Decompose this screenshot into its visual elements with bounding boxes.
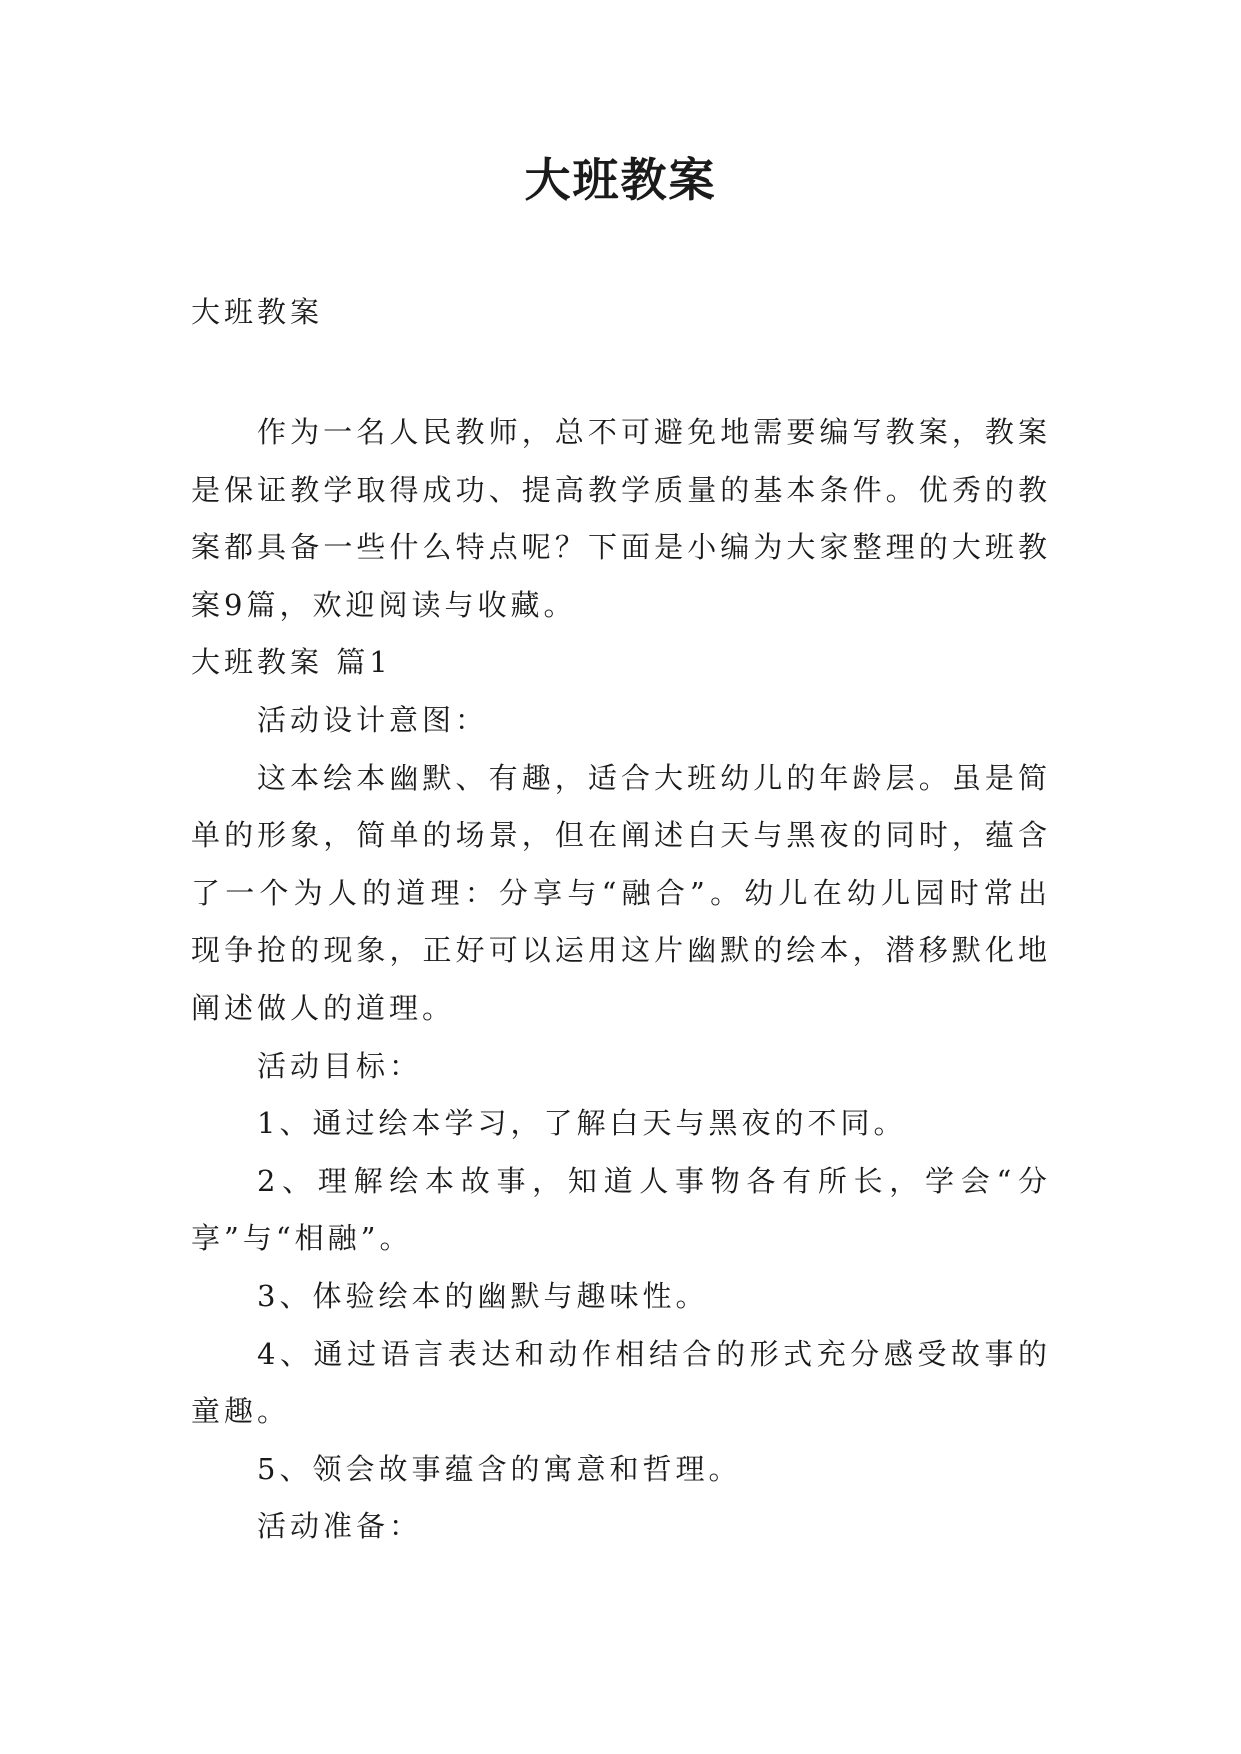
goal-item: 3、体验绘本的幽默与趣味性。 xyxy=(257,1278,709,1313)
document-subtitle: 大班教案 xyxy=(191,295,324,329)
preparation-label: 活动准备： xyxy=(257,1509,423,1544)
design-intent-paragraph: 这本绘本幽默、有趣，适合大班幼儿的年龄层。虽是简单的形象，简单的场景，但在阐述白天与黑夜的同时，蕴含了一个为人的道理：分享与“融合”。幼儿在幼儿园时常出现争抢的现象，正好可以运用这片幽默的绘本，潜移默化地阐述做人的道理。 xyxy=(191,760,1051,1025)
intro-paragraph: 作为一名人民教师，总不可避免地需要编写教案，教案是保证教学取得成功、提高教学质量的基本条件。优秀的教案都具备一些什么特点呢？下面是小编为大家整理的大班教案9篇，欢迎阅读与收藏。 xyxy=(191,415,1051,622)
section-heading: 大班教案 篇1 xyxy=(191,645,392,680)
document-title: 大班教案 xyxy=(524,153,717,207)
goal-item: 4、通过语言表达和动作相结合的形式充分感受故事的童趣。 xyxy=(191,1336,1051,1429)
goals-label: 活动目标： xyxy=(257,1048,423,1083)
design-intent-label: 活动设计意图： xyxy=(257,702,489,737)
goal-item: 1、通过绘本学习，了解白天与黑夜的不同。 xyxy=(257,1106,907,1141)
goal-item: 2、理解绘本故事，知道人事物各有所长，学会“分享”与“相融”。 xyxy=(191,1163,1051,1256)
document-body xyxy=(191,404,1051,1556)
goal-item: 5、领会故事蕴含的寓意和哲理。 xyxy=(257,1451,742,1486)
